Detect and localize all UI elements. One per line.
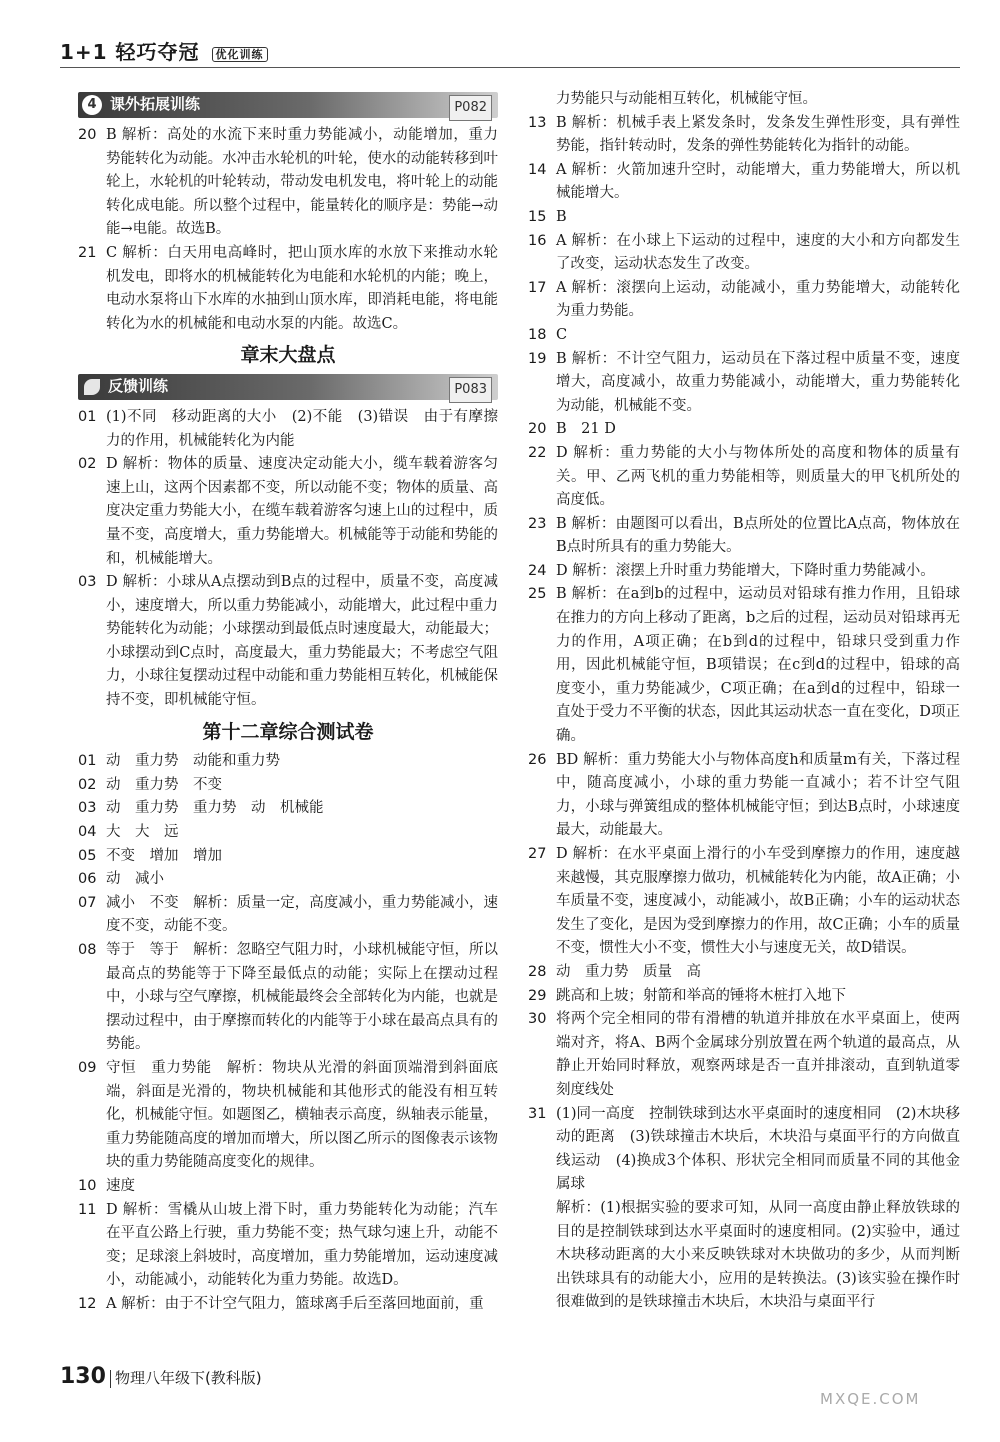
brand-logo bbox=[60, 36, 268, 65]
answer-text: B 解析：高处的水流下来时重力势能减小，动能增加，重力势能转化为动能。水冲击水轮机的叶轮，使水的动能转移到叶轮上，水轮机的叶轮转动，带动发电机发电，将叶轮上的动能转化成电能。所以整个过程中，能量转化的顺序是：势能→动能→电能。故选B。 bbox=[106, 127, 498, 238]
question-number: 31 bbox=[528, 1105, 547, 1122]
question-number: 11 bbox=[78, 1201, 97, 1218]
answer-item bbox=[78, 750, 498, 774]
answer-item bbox=[78, 1175, 498, 1199]
question-number: 12 bbox=[78, 1295, 97, 1312]
answer-item bbox=[78, 774, 498, 798]
answer-item bbox=[78, 453, 498, 571]
answer-text: A 解析：由于不计空气阻力，篮球离手后至落回地面前，重 bbox=[106, 1295, 484, 1312]
answer-text: B 21 D bbox=[556, 421, 616, 438]
answer-text: 动 重力势 动能和重力势 bbox=[106, 753, 280, 770]
question-number: 22 bbox=[528, 444, 547, 461]
question-number: 27 bbox=[528, 846, 547, 862]
question-number: 23 bbox=[528, 515, 547, 532]
answer-item bbox=[528, 961, 960, 985]
answer-text: 动 重力势 重力势 动 机械能 bbox=[106, 800, 324, 817]
right-column bbox=[528, 88, 960, 1315]
answer-text: 动 减小 bbox=[106, 871, 164, 888]
answer-item bbox=[528, 230, 960, 277]
answer-text: 速度 bbox=[106, 1177, 135, 1194]
answer-item bbox=[528, 277, 960, 324]
answer-text: 大 大 远 bbox=[106, 824, 179, 841]
section-title-chapter-review: 章末大盘点 bbox=[240, 344, 336, 367]
question-number bbox=[528, 1197, 556, 1315]
question-number: 25 bbox=[528, 586, 547, 603]
question-number: 04 bbox=[78, 824, 97, 841]
answer-item bbox=[528, 112, 960, 159]
answer-text: B bbox=[556, 208, 567, 225]
answer-list-right bbox=[528, 88, 960, 1315]
answer-item bbox=[78, 821, 498, 845]
answer-item bbox=[528, 1103, 960, 1197]
answer-text: 动 重力势 质量 高 bbox=[556, 963, 701, 980]
answer-item bbox=[528, 1197, 960, 1315]
answer-text: C 解析：白天用电高峰时，把山顶水库的水放下来推动水轮机发电，即将水的机械能转化为电能和水轮机的内能；晚上，电动水泵将山下水库的水抽到山顶水库，即消耗电能，将电能转化为水的机械能和电动水泵的内能。故选C。 bbox=[106, 244, 498, 332]
answer-text: 动 重力势 不变 bbox=[106, 776, 222, 793]
answer-item bbox=[78, 242, 498, 336]
section-title-chapter-test: 第十二章综合测试卷 bbox=[202, 720, 374, 743]
answer-text: D 解析：重力势能的大小与物体所处的高度和物体的质量有关。甲、乙两飞机的重力势能相等，则质量大的甲飞机所处的高度低。 bbox=[556, 444, 960, 509]
answer-list-feedback bbox=[78, 406, 498, 713]
answer-list-test bbox=[78, 750, 498, 1316]
question-number: 14 bbox=[528, 161, 547, 178]
question-number: 01 bbox=[78, 753, 97, 770]
answer-text: B 解析：机械手表上紧发条时，发条发生弹性形变，具有弹性势能，指针转动时，发条的弹性势能转化为指针的动能。 bbox=[556, 114, 960, 155]
question-number: 17 bbox=[528, 279, 547, 296]
question-number: 15 bbox=[528, 208, 547, 225]
section-banner-extension bbox=[78, 92, 498, 118]
question-number: 21 bbox=[78, 244, 97, 261]
answer-item bbox=[528, 749, 960, 843]
answer-item bbox=[78, 797, 498, 821]
question-number bbox=[528, 88, 556, 112]
left-column bbox=[78, 88, 498, 1317]
answer-text: 将两个完全相同的带有滑槽的轨道并排放在水平桌面上，使两端对齐，将A、B两个金属球分别放置在两个轨道的最高点，从静止开始同时释放，观察两球是否一直并排滚动，直到轨道零刻度线处 bbox=[556, 1011, 960, 1098]
question-number: 20 bbox=[78, 127, 97, 143]
page-header bbox=[60, 28, 960, 68]
question-number: 02 bbox=[78, 776, 97, 793]
answer-text: (1)不同 移动距离的大小 (2)不能 (3)错误 由于有摩擦力的作用，机械能转化为内能 bbox=[106, 408, 498, 449]
answer-item bbox=[528, 843, 960, 961]
answer-item bbox=[528, 206, 960, 230]
logo-text: 1+1 轻巧夺冠 bbox=[60, 40, 200, 64]
answer-text: B 解析：由题图可以看出，B点所处的位置比A点高，物体放在B点时所具有的重力势能大。 bbox=[556, 515, 960, 556]
header-rule bbox=[60, 67, 960, 68]
answer-item bbox=[528, 442, 960, 513]
question-number: 05 bbox=[78, 847, 97, 864]
answer-item bbox=[78, 845, 498, 869]
answer-item bbox=[78, 406, 498, 453]
question-number: 03 bbox=[78, 800, 97, 817]
answer-text: B 解析：在a到b的过程中，运动员对铅球有推力作用，且铅球在推力的方向上移动了距离，b之后的过程，运动员对铅球再无力的作用，A项正确；在b到d的过程中，铅球只受到重力作用，因此机械能守恒，B项错误；在c到d的过程中，铅球的高度变小，重力势能减少，C项正确；在a到d的过程中，铅球一直处于受力不平衡的状态，因此其运动状态一直在变化，D项正确。 bbox=[556, 586, 960, 745]
answer-item bbox=[528, 418, 960, 442]
answer-text: A 解析：滚摆向上运动，动能减小，重力势能增大，动能转化为重力势能。 bbox=[556, 279, 960, 320]
question-number: 03 bbox=[78, 574, 97, 591]
answer-item bbox=[528, 985, 960, 1009]
question-number: 20 bbox=[528, 421, 547, 438]
question-number: 30 bbox=[528, 1011, 547, 1028]
answer-text: D 解析：物体的质量、速度决定动能大小，缆车载着游客匀速上山，这两个因素都不变，所以动能不变；物体的质量、高度决定重力势能大小，在缆车载着游客匀速上山的过程中，质量不变，高度增大，重力势能增大。机械能等于动能和势能的和，机械能增大。 bbox=[106, 456, 498, 567]
page-footer bbox=[60, 1364, 262, 1389]
answer-item bbox=[78, 939, 498, 1057]
answer-item bbox=[78, 1057, 498, 1175]
answer-text: D 解析：雪橇从山坡上滑下时，重力势能转化为动能；汽车在平直公路上行驶，重力势能不变；热气球匀速上升，动能不变；足球滚上斜坡时，高度增加，重力势能增加，运动速度减小，动能减小，动能转化为重力势能。故选D。 bbox=[106, 1201, 498, 1289]
answer-item bbox=[528, 560, 960, 584]
question-number: 28 bbox=[528, 963, 547, 980]
answer-text: B 解析：不计空气阻力，运动员在下落过程中质量不变，速度增大，高度减小，故重力势能减小，动能增大，重力势能转化为动能，机械能不变。 bbox=[556, 350, 960, 414]
answer-text: 不变 增加 增加 bbox=[106, 847, 222, 864]
banner-number: 4 bbox=[82, 95, 102, 115]
answer-text: 力势能只与动能相互转化，机械能守恒。 bbox=[556, 91, 817, 107]
question-number: 29 bbox=[528, 987, 547, 1004]
banner-page-ref: P083 bbox=[449, 377, 492, 403]
answer-item bbox=[528, 1008, 960, 1102]
question-number: 13 bbox=[528, 114, 547, 131]
answer-item bbox=[528, 348, 960, 419]
question-number: 18 bbox=[528, 326, 547, 343]
answer-item bbox=[528, 513, 960, 560]
question-number: 10 bbox=[78, 1177, 97, 1194]
answer-text: D 解析：在水平桌面上滑行的小车受到摩擦力的作用，速度越来越慢，其克服摩擦力做功，机械能转化为内能，故A正确；小车质量不变，速度减小，动能减小，故B正确；小车的运动状态发生了变化，是因为受到摩擦力的作用，故C正确；小车的质量不变，惯性大小不变，惯性大小与速度无关，故D错误。 bbox=[556, 846, 960, 957]
banner-title: 反馈训练 bbox=[108, 377, 169, 396]
question-number: 06 bbox=[78, 871, 97, 888]
page-number: 130 bbox=[60, 1364, 106, 1389]
answer-item bbox=[78, 124, 498, 242]
question-number: 01 bbox=[78, 408, 97, 425]
question-number: 02 bbox=[78, 456, 97, 473]
book-title: 物理八年级下(教科版) bbox=[114, 1369, 262, 1387]
question-number: 19 bbox=[528, 350, 547, 367]
leaf-icon bbox=[84, 379, 100, 395]
question-number: 16 bbox=[528, 232, 547, 249]
answer-text: A 解析：火箭加速升空时，动能增大，重力势能增大，所以机械能增大。 bbox=[556, 161, 960, 202]
section-banner-feedback bbox=[78, 374, 498, 400]
answer-item bbox=[78, 571, 498, 713]
answer-text: C bbox=[556, 326, 568, 343]
answer-text: D 解析：滚摆上升时重力势能增大，下降时重力势能减小。 bbox=[556, 562, 935, 579]
answer-text: 守恒 重力势能 解析：物块从光滑的斜面顶端滑到斜面底端，斜面是光滑的，物块机械能和其他形式的能没有相互转化，机械能守恒。如题图乙，横轴表示高度，纵轴表示能量，重力势能随高度的增加而增大，所以图乙所示的图像表示该物块的重力势能随高度变化的规律。 bbox=[106, 1059, 498, 1171]
logo-badge: 优化训练 bbox=[212, 47, 268, 62]
banner-title: 课外拓展训练 bbox=[110, 95, 201, 114]
footer-divider bbox=[110, 1370, 111, 1388]
answer-text: 等于 等于 解析：忽略空气阻力时，小球机械能守恒，所以最高点的势能等于下降至最低点的动能；实际上在摆动过程中，小球与空气摩擦，机械能最终会全部转化为内能，也就是摆动过程中，由于摩擦而转化的内能等于小球在最高点具有的势能。 bbox=[106, 942, 498, 1053]
answer-item bbox=[78, 892, 498, 939]
question-number: 08 bbox=[78, 942, 97, 958]
question-number: 09 bbox=[78, 1059, 97, 1076]
answer-item bbox=[78, 868, 498, 892]
answer-text: D 解析：小球从A点摆动到B点的过程中，质量不变，高度减小，速度增大，所以重力势能减小，动能增大，此过程中重力势能转化为动能；小球摆动到最低点时速度最大，动能最大；小球摆动到C点时，高度最大，重力势能最大；不考虑空气阻力，小球往复摆动过程中动能和重力势能相互转化，机械能保持不变，即机械能守恒。 bbox=[106, 574, 498, 709]
answer-item bbox=[528, 88, 960, 112]
question-number: 26 bbox=[528, 751, 547, 768]
banner-page-ref: P082 bbox=[449, 95, 492, 121]
question-number: 24 bbox=[528, 562, 547, 579]
answer-item bbox=[78, 1293, 498, 1317]
answer-text: 解析：(1)根据实验的要求可知，从同一高度由静止释放铁球的目的是控制铁球到达水平桌面时的速度相同。(2)实验中，通过木块移动距离的大小来反映铁球对木块做功的多少，从而判断出铁球具有的动能大小，应用的是转换法。(3)该实验在操作时很难做到的是铁球撞击木块后，木块沿与桌面平行 bbox=[556, 1199, 960, 1311]
answer-item bbox=[528, 159, 960, 206]
answer-item bbox=[528, 324, 960, 348]
answer-text: 减小 不变 解析：质量一定，高度减小，重力势能减小，速度不变，动能不变。 bbox=[106, 894, 498, 935]
watermark: MXQE.COM bbox=[820, 1390, 921, 1408]
answer-list-extension bbox=[78, 124, 498, 336]
question-number: 07 bbox=[78, 894, 97, 911]
answer-text: A 解析：在小球上下运动的过程中，速度的大小和方向都发生了改变，运动状态发生了改变。 bbox=[556, 232, 960, 273]
answer-item bbox=[528, 583, 960, 748]
answer-text: (1)同一高度 控制铁球到达水平桌面时的速度相同 (2)木块移动的距离 (3)铁球撞击木块后，木块沿与桌面平行的方向做直线运动 (4)换成3个体积、形状完全相同而质量不同的其他金属球 bbox=[556, 1105, 960, 1193]
answer-text: 跳高和上坡；射箭和举高的锤将木桩打入地下 bbox=[556, 987, 846, 1004]
answer-text: BD 解析：重力势能大小与物体高度h和质量m有关，下落过程中，随高度减小，小球的重力势能一直减小；若不计空气阻力，小球与弹簧组成的整体机械能守恒；到达B点时，小球速度最大，动能最大。 bbox=[556, 751, 960, 839]
answer-item bbox=[78, 1199, 498, 1293]
